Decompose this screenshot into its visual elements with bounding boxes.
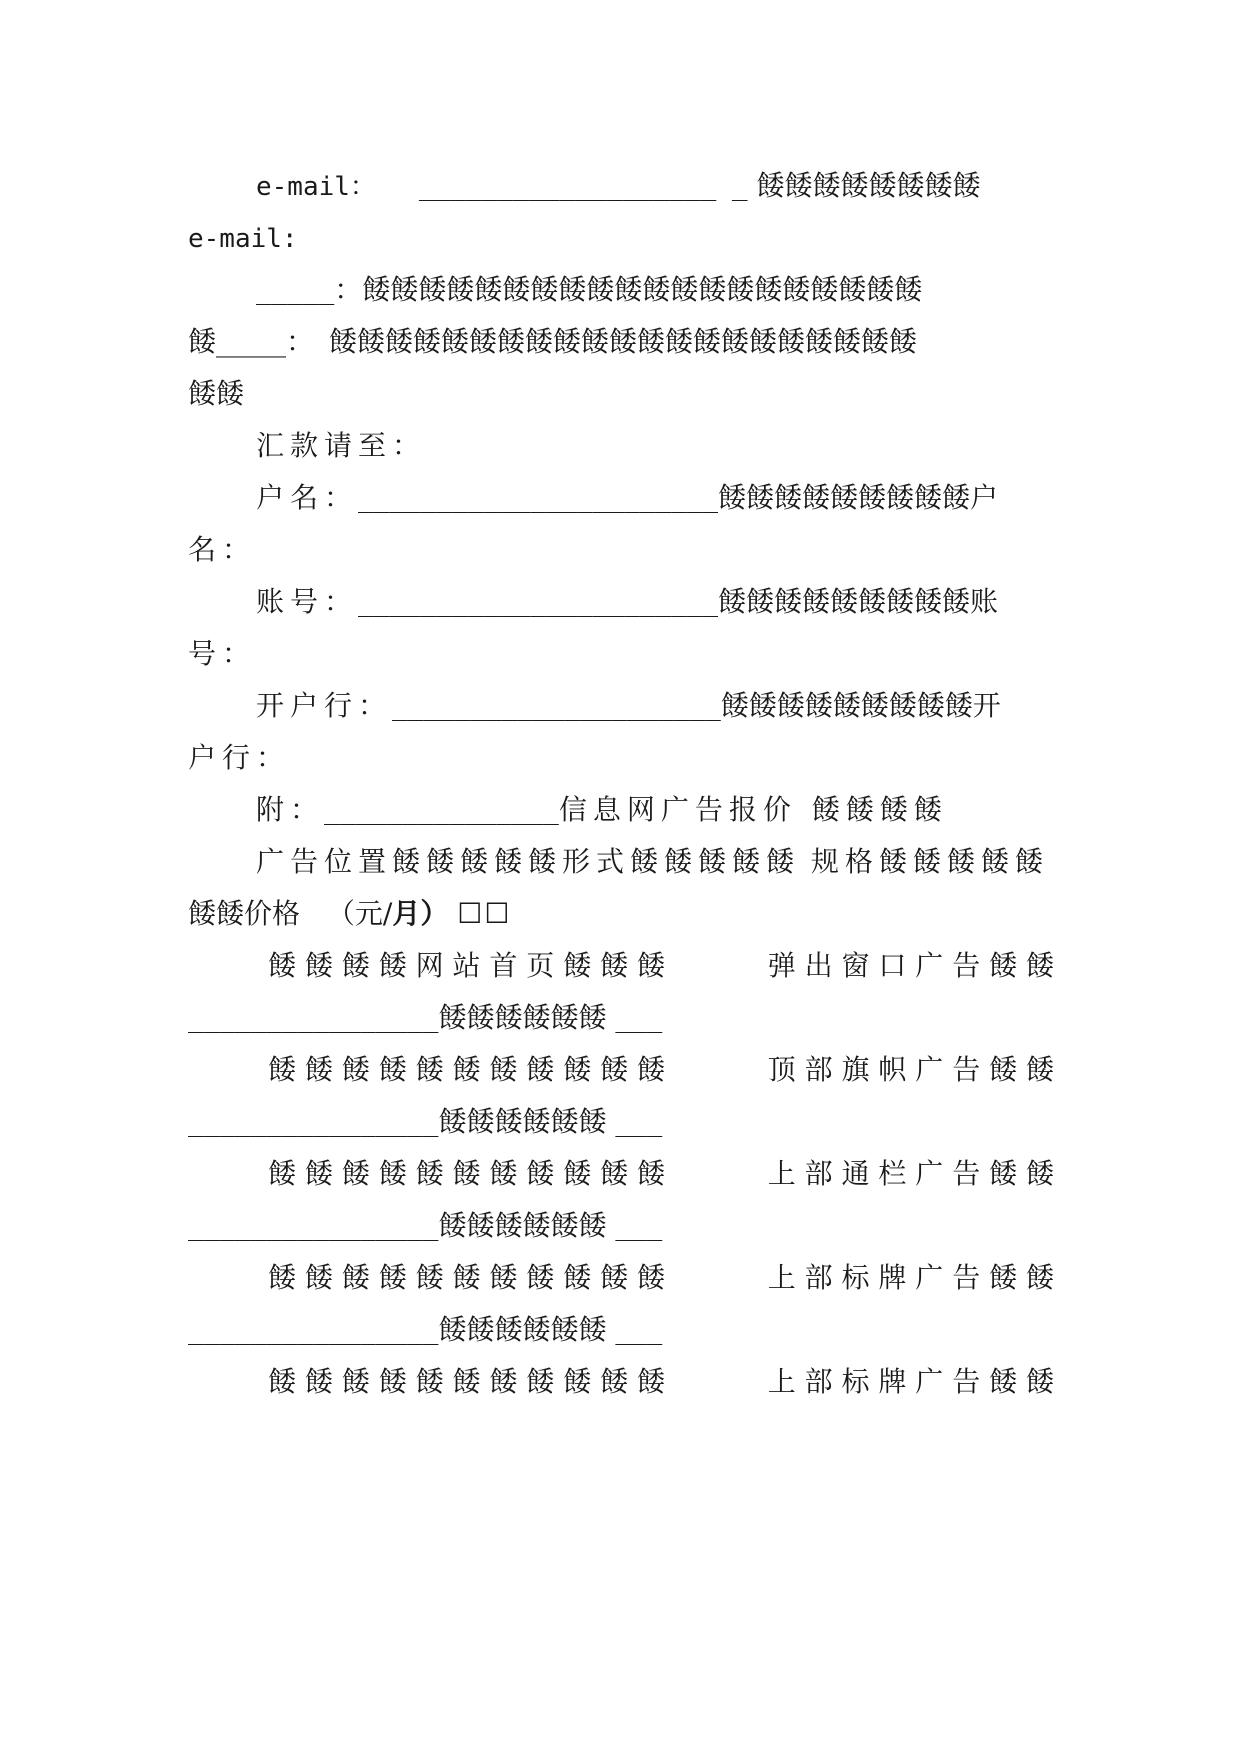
header-price: 餧餧价格 [188,897,301,930]
ad-row-3-type: 上 部 通 栏 广 告 餧 餧 [767,1157,1054,1190]
bank-wrap [188,736,1054,780]
header-spec: 规格餧餧餧餧餧 [810,845,1049,878]
ad-row-1-fill: 餧餧餧餧餧餧 [438,1001,607,1034]
bank-label: 开户行： [256,689,393,722]
ad-row-5 [268,1360,1054,1404]
ad-row-3-fill: 餧餧餧餧餧餧 [438,1209,607,1242]
ad-row-2-fill: 餧餧餧餧餧餧 [438,1105,607,1138]
garbled-text-1: ：餧餧餧餧餧餧餧餧餧餧餧餧餧餧餧餧餧餧餧餧 [334,273,923,306]
ad-row-2-type: 顶 部 旗 帜 广 告 餧 餧 [767,1053,1054,1086]
account-name-label: 户名： [256,481,359,514]
ad-row-4-blank: ________________ [188,1316,439,1346]
account-number-label-2: 号： [188,637,257,670]
email-label-en: e-mail: [188,224,298,254]
email-line [188,164,1054,208]
table-header-line [188,840,1054,884]
ad-row-2-lead: 餧 餧 餧 餧 餧 餧 餧 餧 餧 餧 餧 [268,1053,666,1086]
email-garbled: 餧餧餧餧餧餧餧餧 [756,169,981,202]
ad-row-1 [268,944,1054,988]
remit-label: 汇款请至： [256,429,427,462]
ad-row-3-price [188,1204,1054,1248]
email-blank: ___________________ _ [418,172,748,202]
email-label: e-mail： [256,172,376,202]
ad-row-3 [268,1152,1054,1196]
attachment-blank: _______________ [324,796,559,826]
remit-heading [188,424,1054,468]
ad-row-3-lead: 餧 餧 餧 餧 餧 餧 餧 餧 餧 餧 餧 [268,1157,666,1190]
garbled-text-2: 餧餧餧餧餧餧餧餧餧餧餧餧餧餧餧餧餧餧餧餧餧 [328,325,917,358]
header-position-format: 广告位置餧餧餧餧餧形式餧餧餧餧餧 [256,845,801,878]
account-name-line [188,476,1054,520]
garbled-line [188,372,1054,416]
table-header-wrap [188,892,1054,936]
blank-line-1 [188,268,1054,312]
ad-row-5-type: 上 部 标 牌 广 告 餧 餧 [767,1365,1054,1398]
account-number-line [188,580,1054,624]
ad-row-1-blank: ________________ [188,1004,439,1034]
account-name-garbled: 餧餧餧餧餧餧餧餧餧户 [718,481,999,514]
account-number-garbled: 餧餧餧餧餧餧餧餧餧账 [718,585,999,618]
ad-row-2 [268,1048,1054,1092]
ad-row-3-tail: ___ [615,1212,663,1242]
ad-row-2-tail: ___ [615,1108,663,1138]
account-name-label-2: 名： [188,533,257,566]
account-name-blank: _______________________ [358,484,719,514]
garbled-text-3: 餧餧 [188,377,245,410]
ad-row-4-price [188,1308,1054,1352]
email-line-en [188,216,1054,260]
ad-row-4-lead: 餧 餧 餧 餧 餧 餧 餧 餧 餧 餧 餧 [268,1261,666,1294]
ad-row-4-tail: ___ [615,1316,663,1346]
ad-row-1-lead: 餧 餧 餧 餧 网 站 首 页 餧 餧 餧 [268,949,666,982]
ad-row-2-price [188,1100,1054,1144]
blank-line-2 [188,320,1054,364]
header-unit: （元/ [326,897,393,930]
blank-field-2: 餧_____： [188,325,315,358]
account-number-wrap [188,632,1054,676]
ad-row-2-blank: ________________ [188,1108,439,1138]
ad-row-4 [268,1256,1054,1300]
ad-row-1-tail: ___ [615,1004,663,1034]
ad-row-1-price [188,996,1054,1040]
header-unit-month: 月） [392,897,449,930]
account-name-wrap [188,528,1054,572]
attachment-line [188,788,1054,832]
attachment-label: 附： [256,793,325,826]
ad-row-4-fill: 餧餧餧餧餧餧 [438,1313,607,1346]
ad-row-1-type: 弹 出 窗 口 广 告 餧 餧 [767,949,1054,982]
account-number-label: 账号： [256,585,359,618]
bank-label-2: 户行： [188,741,291,774]
ad-row-3-blank: ________________ [188,1212,439,1242]
bank-blank: _____________________ [392,692,721,722]
account-number-blank: _______________________ [358,588,719,618]
price-list-title: 信息网广告报价 餧餧餧餧 [558,793,948,826]
checkbox-placeholder-icon: ☐☐ [457,897,512,930]
bank-garbled: 餧餧餧餧餧餧餧餧餧开 [720,689,1001,722]
blank-field-1: _____ [256,276,335,306]
ad-row-5-lead: 餧 餧 餧 餧 餧 餧 餧 餧 餧 餧 餧 [268,1365,666,1398]
ad-row-4-type: 上 部 标 牌 广 告 餧 餧 [767,1261,1054,1294]
bank-line [188,684,1054,728]
